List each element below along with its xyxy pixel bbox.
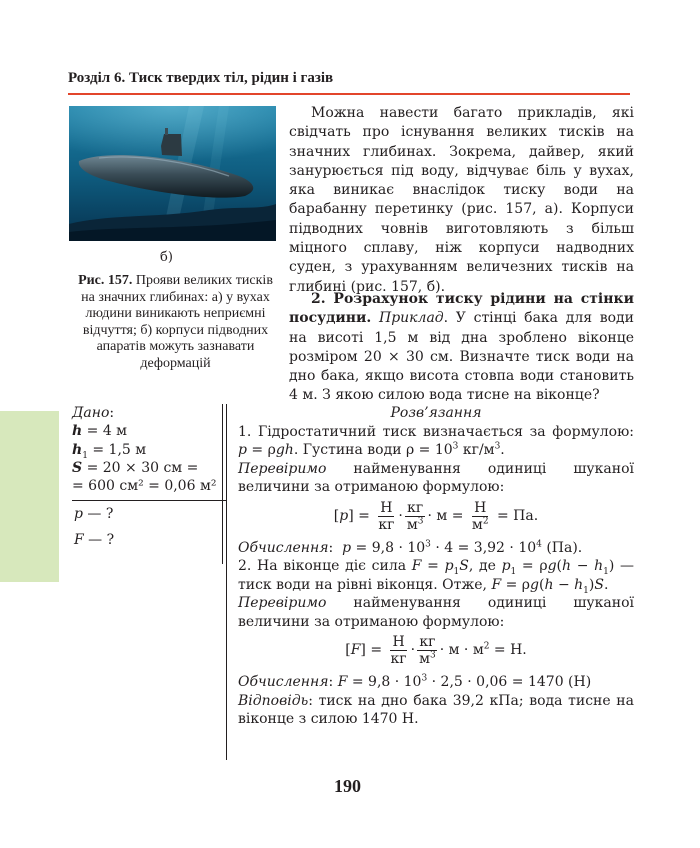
check-text: найменування одиниці шуканої величини за отриманою формулою: bbox=[238, 460, 634, 495]
check-label: Перевіримо bbox=[238, 460, 327, 477]
header-rule bbox=[68, 93, 630, 95]
solution-check1 bbox=[238, 460, 634, 497]
figure-caption bbox=[72, 273, 279, 372]
solution-vertical-rule bbox=[226, 404, 227, 760]
given-s: S = 20 × 30 см = bbox=[72, 459, 199, 476]
calc2-label: Обчислення bbox=[238, 674, 329, 690]
intro-text: Можна навести багато прикладів, які свідчать про існування великих тисків на значних глибинах. Зокрема, дайвер, який занурюється під воду, відчуває біль у вухах, яка виникає внаслідок тиску води на барабанну перетинку (рис. 157, а). Корпуси підводних човнів виготовляють з більш міцного сплаву, ніж корпуси надводних суден, з урахуванням величезних тисків на глибині (рис. 157, б). bbox=[289, 105, 634, 295]
figure-panel-label: б) bbox=[160, 250, 173, 265]
figure-caption-text: Прояви великих тисків на значних глибинах: а) у вухах людини виникають неприємні відчуття; б) корпуси підводних апаратів можуть зазнавати деформацій bbox=[81, 273, 273, 371]
solution-check2 bbox=[238, 594, 634, 631]
unknown-f: F — ? bbox=[74, 532, 115, 548]
unknown-p: p — ? bbox=[74, 506, 114, 522]
formula-force-units: [F] = $\frac{Н}{кг}$ · $\frac{кг}{м^3}$ · $м \cdot м^2 = Н$. bbox=[345, 634, 527, 667]
solution-step2: 2. На віконце діє сила $F = p_1S$, де $p_1 = \rho g(h - h_1)$ — тиск води на рівні віконця. Отже, $F = \rho g(h - h_1)S$. bbox=[238, 558, 635, 596]
given-s-value: = 600 см² = 0,06 м² bbox=[72, 478, 217, 495]
given-vertical-rule bbox=[222, 404, 223, 564]
figure-caption-number: Рис. 157. bbox=[78, 273, 133, 288]
margin-band bbox=[0, 411, 59, 582]
given-block: Дано: h = 4 м $h_1 = 1,5$ м S = 20 × 30 см = = 600 см² = 0,06 м² bbox=[72, 404, 222, 495]
intro-paragraph bbox=[289, 104, 634, 297]
chapter-header: Розділ 6. Тиск твердих тіл, рідин і газів bbox=[68, 70, 334, 86]
formula-pressure-units: [p] = $\frac{Н}{кг}$ · $\frac{кг}{м^3}$ · м = $\frac{Н}{м^2}$ = Па. bbox=[333, 499, 539, 533]
problem-heading: 2. Розрахунок тиску рідини на стінки посудини. bbox=[289, 291, 634, 327]
answer-text: : тиск на дно бака 39,2 кПа; вода тисне на віконце з силою 1470 Н. bbox=[238, 692, 634, 727]
given-h1: $h_1 = 1,5$ м bbox=[72, 441, 147, 461]
example-label: Приклад bbox=[378, 310, 444, 327]
given-h: h = 4 м bbox=[72, 423, 128, 440]
solution-title: Розв’язання bbox=[390, 405, 482, 421]
problem-paragraph bbox=[289, 290, 634, 406]
unknowns-block bbox=[74, 501, 114, 553]
submarine-photo bbox=[69, 106, 276, 241]
check2-label: Перевіримо bbox=[238, 595, 327, 611]
page-number: 190 bbox=[334, 776, 361, 796]
calc-label: Обчислення bbox=[238, 539, 329, 556]
answer-label: Відповідь bbox=[238, 692, 309, 709]
solution-calc1: Обчислення: $p = 9,8 \cdot 10^3 \cdot 4 = 3,92 \cdot 10^4$ (Па). bbox=[238, 538, 583, 556]
check2-text: найменування одиниці шуканої величини за отриманою формулою: bbox=[238, 595, 634, 630]
solution-step1: 1. Гідростатичний тиск визначається за формулою: p = ρgh. Густина води $\rho = 10^3$ $кг/м^3$. bbox=[238, 423, 634, 458]
solution-calc2: Обчислення: $F = 9,8 \cdot 10^3 \cdot 2,5 \cdot 0,06 = 1470$ (Н) bbox=[238, 673, 592, 690]
given-label: Дано bbox=[72, 405, 110, 421]
problem-text: . У стінці бака для води на висоті 1,5 м від дна зроблено віконце розміром 20 × 30 см. Визначте тиск води на дно бака, якщо висота стовпа води становить 4 м. З якою силою вода тисне на віконце? bbox=[289, 310, 634, 404]
solution-answer bbox=[238, 692, 634, 729]
solution-block bbox=[238, 404, 634, 729]
